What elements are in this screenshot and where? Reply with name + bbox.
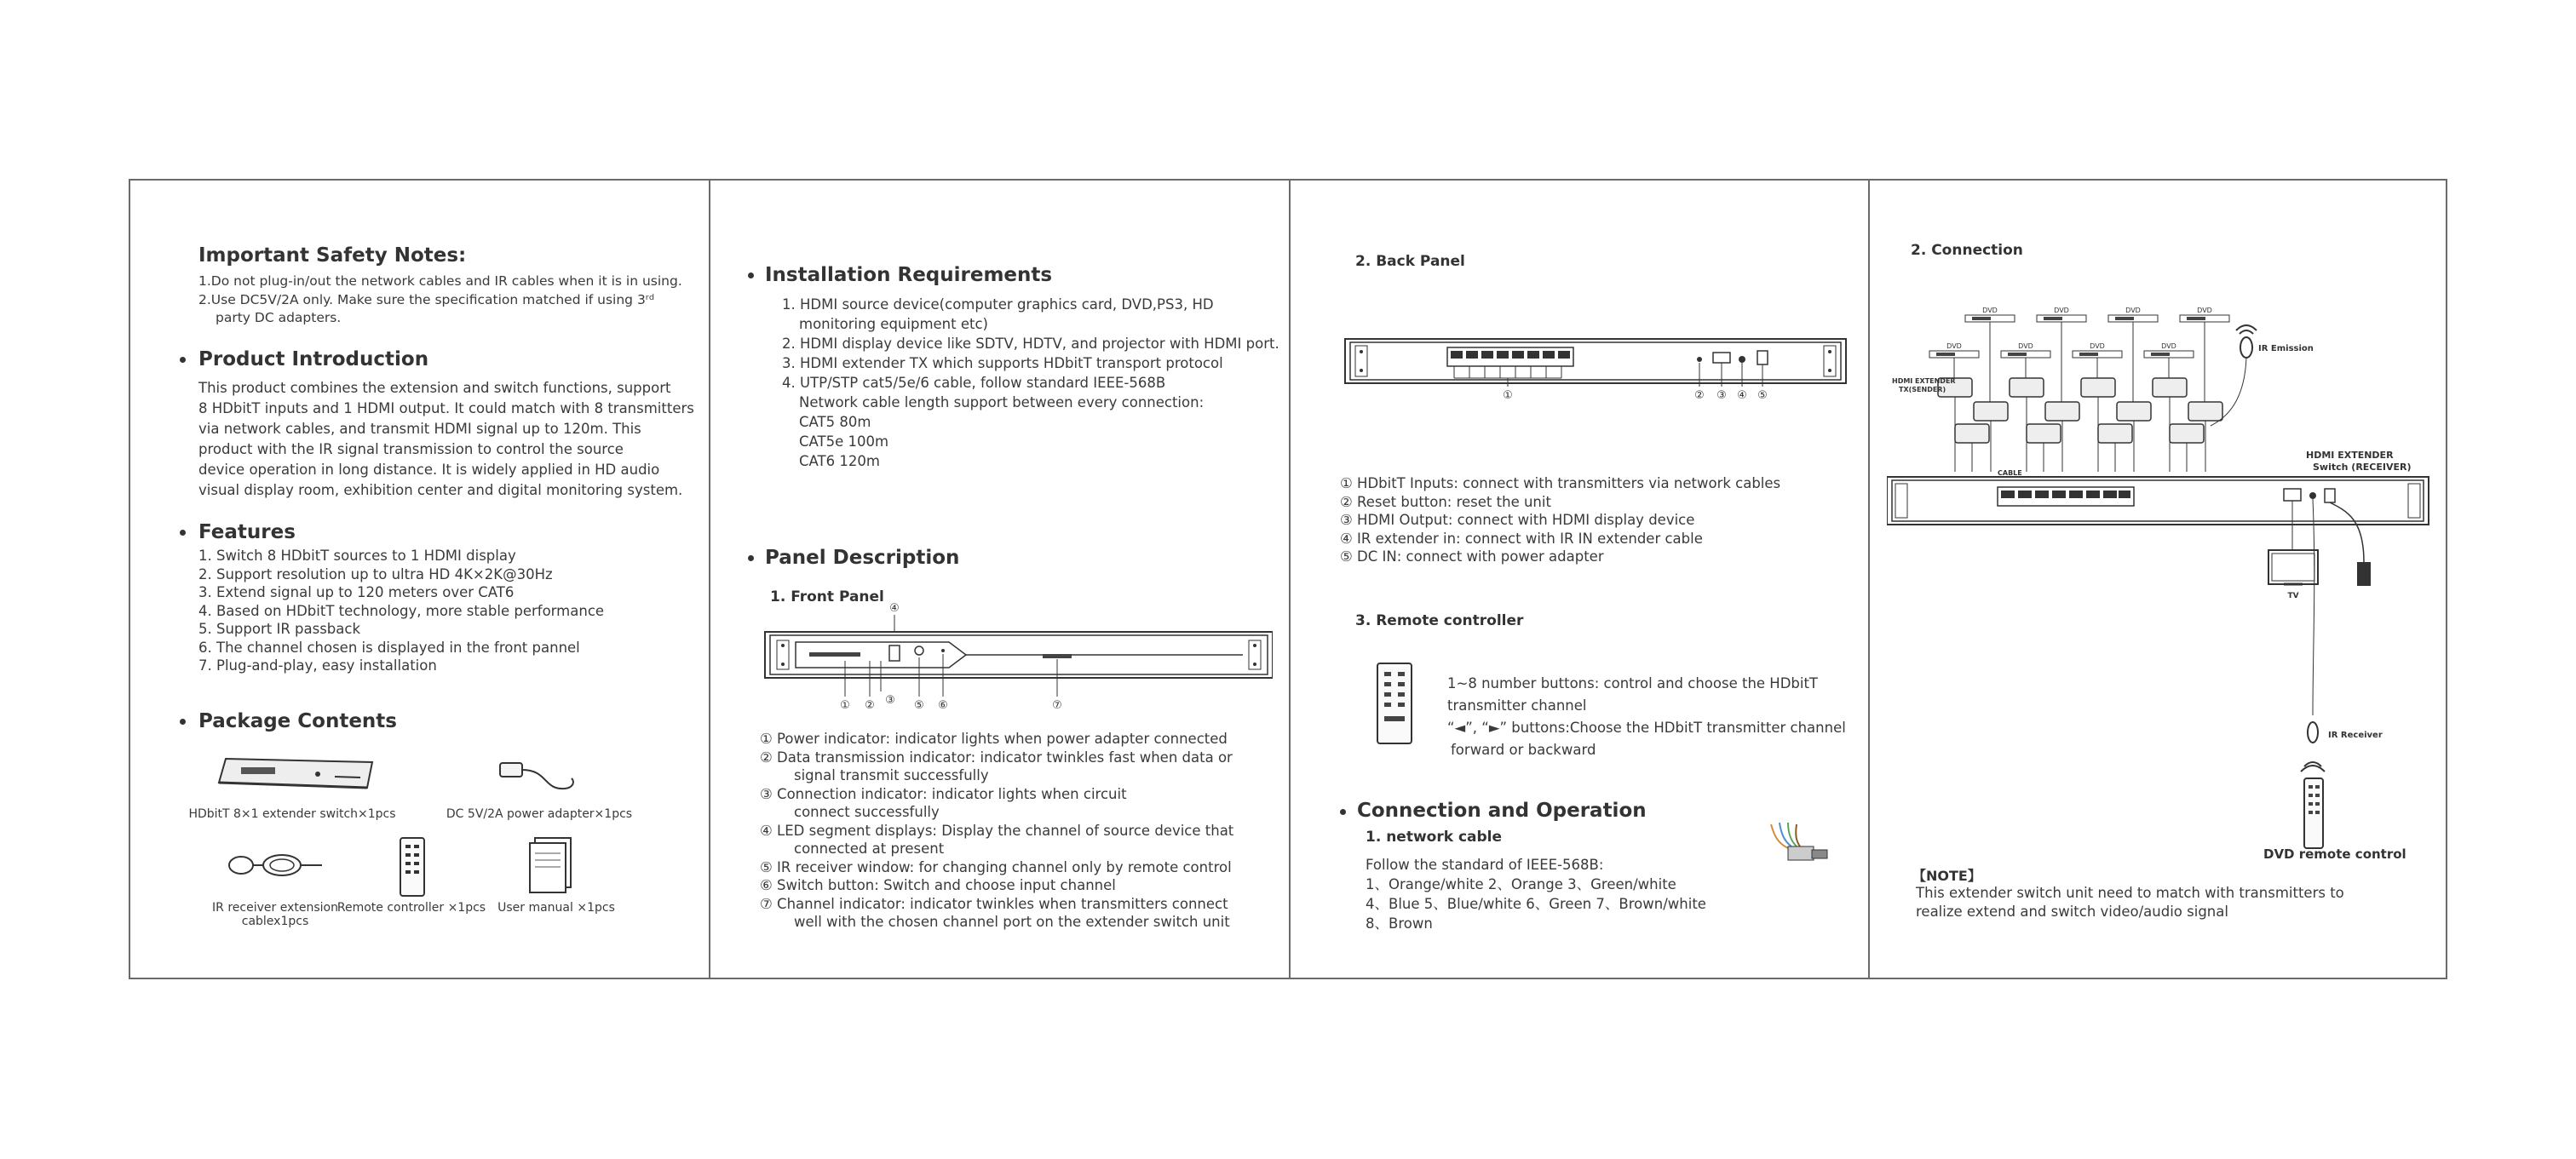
panel-description-title: Panel Description [765, 547, 960, 569]
dvd-label: DVD [2018, 342, 2033, 350]
dvd-remote-label: DVD remote control [2263, 846, 2406, 862]
back-panel-title: 2. Back Panel [1355, 253, 1465, 270]
dvd-label: DVD [1946, 342, 1962, 350]
front-item: connected at present [794, 841, 945, 857]
dvd-label: DVD [2054, 307, 2069, 314]
network-cable-title: 1. network cable [1366, 829, 1503, 846]
feature-item: 4. Based on HDbitT technology, more stable performance [198, 602, 605, 619]
install-item: CAT6 120m [799, 453, 880, 469]
back-marker-1: ① [1503, 389, 1513, 402]
product-intro-title: Product Introduction [198, 348, 429, 370]
back-marker-5: ⑤ [1757, 389, 1768, 402]
back-item: ③ HDMI Output: connect with HDMI display device [1340, 512, 1695, 528]
back-item: ⑤ DC IN: connect with power adapter [1340, 548, 1604, 565]
install-item: 2. HDMI display device like SDTV, HDTV, and projector with HDMI port. [782, 336, 1279, 352]
bullet-icon [1340, 809, 1346, 815]
panel-back-remote [1291, 181, 1868, 978]
bullet-icon [748, 273, 754, 278]
marker-6: ⑥ [938, 699, 948, 712]
network-cable-text [1366, 855, 1706, 933]
network-cable-icon [1754, 819, 1831, 870]
bullet-icon [748, 555, 754, 561]
front-item: well with the chosen channel port on the extender switch unit [794, 914, 1230, 930]
marker-3: ③ [885, 694, 895, 707]
install-item: CAT5e 100m [799, 433, 889, 450]
front-panel-list [760, 730, 1233, 932]
front-item: ⑥ Switch button: Switch and choose input channel [760, 877, 1116, 893]
dvd-label: DVD [2197, 307, 2212, 314]
package-switch-caption: HDbitT 8×1 extender switch×1pcs [188, 807, 396, 821]
dvd-label: DVD [2090, 342, 2105, 350]
front-panel-diagram [762, 598, 1273, 713]
connection-title: 2. Connection [1911, 242, 2023, 259]
safety-note: 2.Use DC5V/2A only. Make sure the specification matched if using 3ʳᵈ [198, 291, 655, 307]
caption-line: IR receiver extension [212, 901, 338, 915]
network-line: 1、Orange/white 2、Orange 3、Green/white [1366, 876, 1676, 892]
front-item: ① Power indicator: indicator lights when power adapter connected [760, 731, 1228, 747]
safety-note: 1.Do not plug-in/out the network cables and IR cables when it is in using. [198, 273, 682, 289]
back-item: ② Reset button: reset the unit [1340, 493, 1551, 510]
connection-diagram [1887, 307, 2441, 818]
front-item: ④ LED segment displays: Display the channel of source device that [760, 822, 1234, 839]
note-title: 【NOTE】 [1912, 868, 1981, 884]
install-item: 4. UTP/STP cat5/5e/6 cable, follow standard IEEE-568B [782, 375, 1166, 391]
extender-tx-label: TX(SENDER) [1899, 386, 1946, 393]
front-item: signal transmit successfully [794, 767, 989, 783]
package-contents-title: Package Contents [198, 710, 397, 732]
panel-installation [710, 181, 1289, 978]
ir-receiver-label: IR Receiver [2328, 731, 2383, 740]
bullet-icon [180, 357, 186, 363]
intro-line: 8 HDbitT inputs and 1 HDMI output. It could match with 8 transmitters [198, 400, 694, 416]
marker-1: ① [840, 699, 850, 712]
dvd-remote-icon [2301, 775, 2326, 852]
install-item: CAT5 80m [799, 414, 871, 430]
intro-line: This product combines the extension and switch functions, support [198, 380, 671, 396]
front-item: ⑦ Channel indicator: indicator twinkles when transmitters connect [760, 895, 1228, 912]
installation-list [782, 295, 1279, 471]
dvd-label: DVD [2125, 307, 2141, 314]
package-remote-caption: Remote controller ×1pcs [336, 901, 486, 915]
back-marker-4: ④ [1737, 389, 1747, 402]
remote-line: 1~8 number buttons: control and choose the HDbitT [1447, 675, 1819, 691]
dvd-label: DVD [2161, 342, 2176, 350]
front-item: ② Data transmission indicator: indicator twinkles fast when data or [760, 749, 1233, 766]
safety-note: party DC adapters. [216, 310, 342, 325]
extender-tx-label: HDMI EXTENDER [1892, 377, 1956, 385]
remote-control-icon [397, 836, 428, 898]
front-panel-title: 1. Front Panel [770, 588, 884, 605]
safety-notes-list [198, 273, 682, 328]
connection-operation-title: Connection and Operation [1357, 800, 1647, 822]
marker-7: ⑦ [1052, 699, 1062, 712]
manual-sheet [129, 179, 2447, 979]
front-item: connect successfully [794, 804, 940, 820]
safety-notes-title: Important Safety Notes: [198, 244, 467, 267]
feature-item: 6. The channel chosen is displayed in the front pannel [198, 639, 580, 656]
remote-description [1447, 673, 1846, 761]
bullet-icon [180, 530, 186, 536]
intro-line: via network cables, and transmit HDMI signal up to 120m. This [198, 421, 641, 437]
product-intro-text [198, 378, 694, 501]
back-item: ④ IR extender in: connect with IR IN extender cable [1340, 530, 1703, 547]
back-panel-list [1340, 474, 1780, 566]
intro-line: product with the IR signal transmission to control the source [198, 441, 624, 457]
caption-line: cablex1pcs [241, 915, 309, 928]
back-marker-2: ② [1694, 389, 1705, 402]
install-item: Network cable length support between every connection: [799, 394, 1205, 410]
package-manual-caption: User manual ×1pcs [497, 901, 615, 915]
note-line: realize extend and switch video/audio signal [1916, 903, 2228, 920]
back-marker-3: ③ [1716, 389, 1727, 402]
back-panel-diagram [1342, 334, 1853, 402]
install-item: 3. HDMI extender TX which supports HDbitT transport protocol [782, 355, 1223, 371]
network-line: Follow the standard of IEEE-568B: [1366, 857, 1604, 873]
feature-item: 5. Support IR passback [198, 621, 361, 637]
marker-2: ② [865, 699, 875, 712]
bullet-icon [180, 719, 186, 725]
feature-item: 3. Extend signal up to 120 meters over CAT6 [198, 584, 515, 600]
back-item: ① HDbitT Inputs: connect with transmitters via network cables [1340, 475, 1781, 491]
remote-controller-title: 3. Remote controller [1355, 612, 1524, 629]
install-item: 1. HDMI source device(computer graphics card, DVD,PS3, HD [782, 296, 1214, 313]
ir-emission-label: IR Emission [2258, 344, 2314, 353]
remote-line: forward or backward [1451, 742, 1596, 758]
extender-switch-icon [216, 755, 377, 798]
remote-controller-icon [1374, 662, 1415, 747]
remote-line: transmitter channel [1447, 697, 1587, 714]
feature-item: 1. Switch 8 HDbitT sources to 1 HDMI display [198, 548, 516, 564]
features-list [198, 547, 604, 675]
receiver-label: HDMI EXTENDER [2306, 450, 2394, 461]
remote-line: “◄”, “►” buttons:Choose the HDbitT transmitter channel [1447, 720, 1846, 736]
installation-title: Installation Requirements [765, 264, 1053, 286]
note-line: This extender switch unit need to match with transmitters to [1916, 885, 2344, 901]
panel-safety-intro [130, 181, 709, 978]
panel-connection [1870, 181, 2447, 978]
front-item: ③ Connection indicator: indicator lights when circuit [760, 785, 1127, 802]
intro-line: visual display room, exhibition center and digital monitoring system. [198, 482, 683, 498]
user-manual-icon [526, 835, 578, 896]
network-line: 8、Brown [1366, 915, 1433, 932]
tv-label: TV [2287, 592, 2299, 600]
intro-line: device operation in long distance. It is widely applied in HD audio [198, 462, 660, 478]
power-adapter-icon [497, 756, 582, 803]
note-text [1916, 884, 2344, 921]
ir-cable-icon [224, 845, 326, 887]
dvd-label: DVD [1982, 307, 1998, 314]
marker-5: ⑤ [914, 699, 924, 712]
cable-label: CABLE [1998, 469, 2022, 477]
receiver-label: Switch (RECEIVER) [2313, 462, 2412, 473]
network-line: 4、Blue 5、Blue/white 6、Green 7、Brown/white [1366, 896, 1706, 912]
features-title: Features [198, 521, 296, 543]
package-adapter-caption: DC 5V/2A power adapter×1pcs [446, 807, 633, 821]
feature-item: 2. Support resolution up to ultra HD 4K×2K@30Hz [198, 565, 553, 582]
marker-4: ④ [889, 602, 900, 615]
install-item: monitoring equipment etc) [799, 316, 988, 332]
front-item: ⑤ IR receiver window: for changing channel only by remote control [760, 858, 1232, 875]
feature-item: 7. Plug-and-play, easy installation [198, 657, 437, 674]
